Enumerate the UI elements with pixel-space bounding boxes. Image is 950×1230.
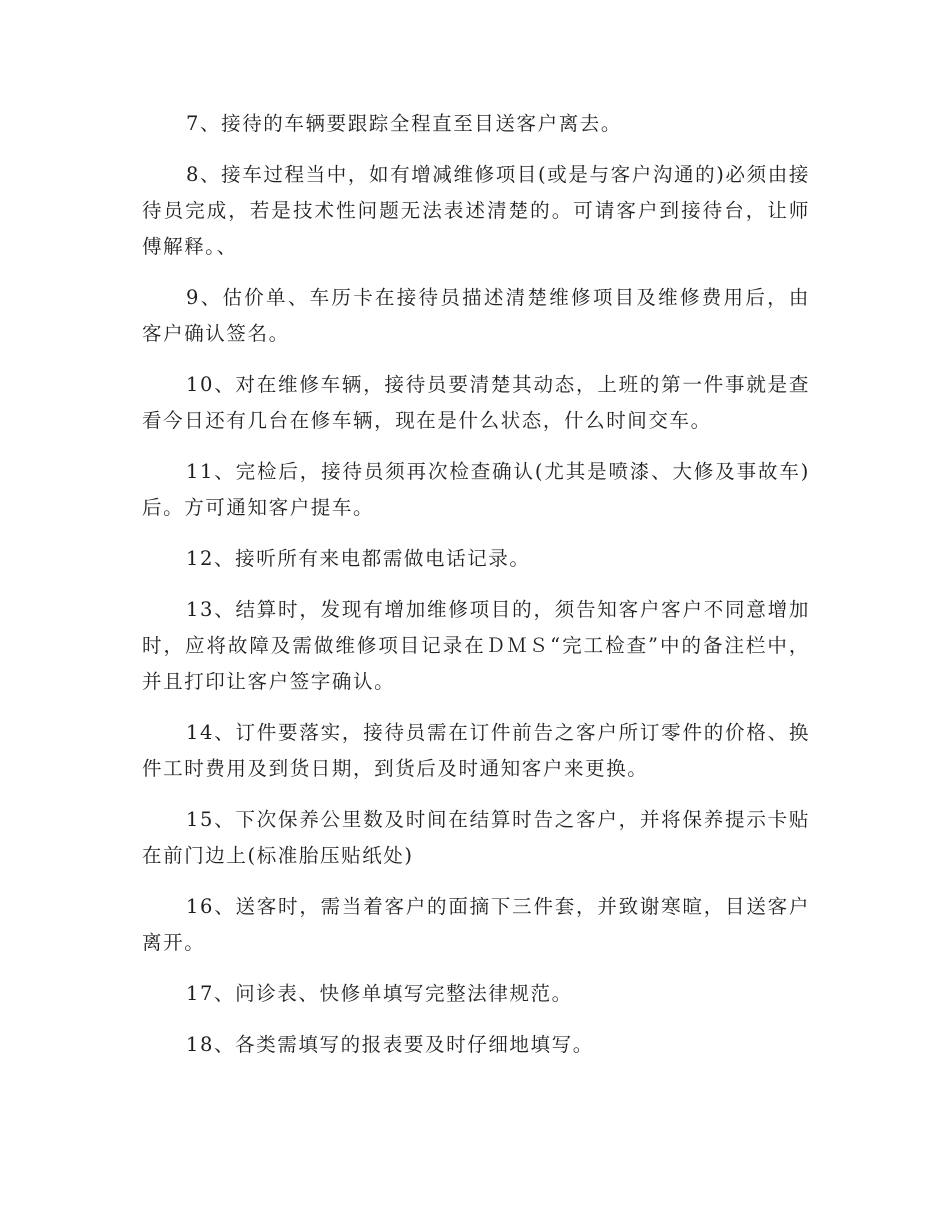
paragraph-13: 13、结算时，发现有增加维修项目的，须告知客户客户不同意增加时，应将故障及需做维修项目记录在ＤＭＳ“完工检查”中的备注栏中，并且打印让客户签字确认。 (142, 598, 810, 693)
paragraph-16: 16、送客时，需当着客户的面摘下三件套，并致谢寒暄，目送客户离开。 (142, 895, 810, 954)
document-body (142, 106, 810, 1078)
paragraph-7: 7、接待的车辆要跟踪全程直至目送客户离去。 (186, 112, 623, 135)
paragraph-15: 15、下次保养公里数及时间在结算时告之客户，并将保养提示卡贴在前门边上(标准胎压贴纸处) (142, 808, 810, 867)
paragraph-17: 17、问诊表、快修单填写完整法律规范。 (186, 982, 573, 1005)
paragraph-9: 9、估价单、车历卡在接待员描述清楚维修项目及维修费用后，由客户确认签名。 (142, 286, 810, 345)
paragraph-14: 14、订件要落实，接待员需在订件前告之客户所订零件的价格、换件工时费用及到货日期，到货后及时通知客户来更换。 (142, 721, 810, 780)
paragraph-11: 11、完检后，接待员须再次检查确认(尤其是喷漆、大修及事故车)后。方可通知客户提车。 (142, 460, 810, 519)
paragraph-8: 8、接车过程当中，如有增减维修项目(或是与客户沟通的)必须由接待员完成，若是技术性问题无法表述清楚的。可请客户到接待台，让师傅解释。、 (142, 163, 810, 258)
paragraph-10: 10、对在维修车辆，接待员要清楚其动态，上班的第一件事就是查看今日还有几台在修车辆，现在是什么状态，什么时间交车。 (142, 373, 810, 432)
paragraph-18: 18、各类需填写的报表要及时仔细地填写。 (186, 1033, 594, 1056)
paragraph-12: 12、接听所有来电都需做电话记录。 (186, 547, 531, 570)
